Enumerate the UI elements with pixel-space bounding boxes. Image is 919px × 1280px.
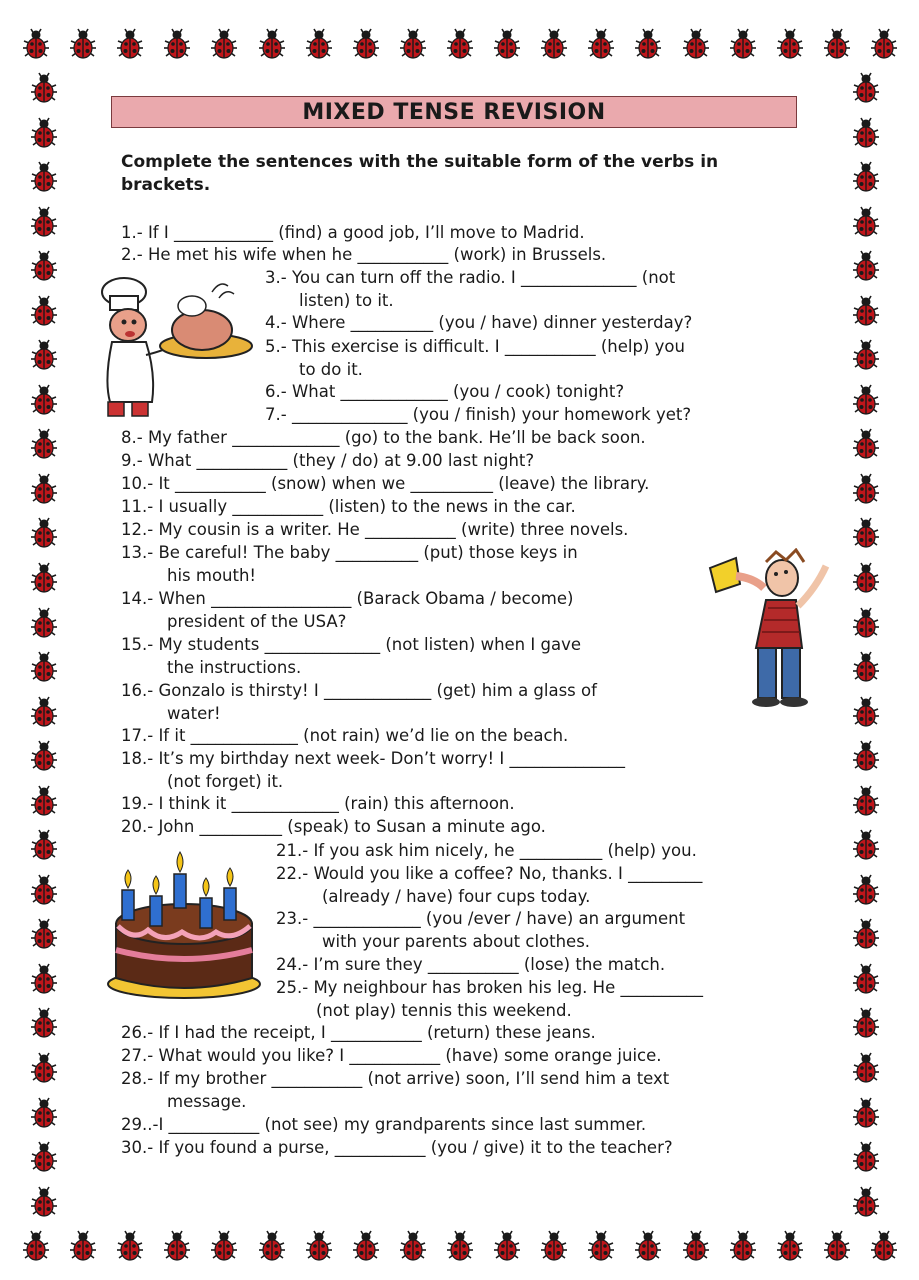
ladybug-icon — [254, 26, 290, 62]
exercise-3 — [265, 267, 675, 312]
ladybug-icon — [26, 1139, 62, 1175]
exercise-text: 4.- Where __________ (you / have) dinner yesterday? — [265, 313, 693, 332]
exercise-27 — [121, 1045, 662, 1068]
exercise-text: 3.- You can turn off the radio. I ______________ (not — [265, 268, 676, 287]
ladybug-icon — [26, 1050, 62, 1086]
exercise-text: 15.- My students ______________ (not listen) when I gave — [121, 635, 581, 654]
ladybug-icon — [848, 605, 884, 641]
exercise-4 — [265, 312, 692, 335]
ladybug-icon — [26, 783, 62, 819]
ladybug-icon — [848, 738, 884, 774]
exercise-text: 26.- If I had the receipt, I ___________ (return) these jeans. — [121, 1023, 596, 1042]
ladybug-icon — [26, 605, 62, 641]
exercise-text: 17.- If it _____________ (not rain) we’d lie on the beach. — [121, 726, 569, 745]
exercise-2 — [121, 244, 606, 267]
exercise-text-continued: water! — [167, 703, 221, 723]
ladybug-icon — [630, 1228, 666, 1264]
exercise-text-continued: president of the USA? — [167, 611, 347, 631]
exercise-8 — [121, 427, 646, 450]
exercise-text: 6.- What _____________ (you / cook) tonight? — [265, 382, 625, 401]
exercise-text: 21.- If you ask him nicely, he __________ (help) you. — [276, 841, 697, 860]
ladybug-icon — [26, 293, 62, 329]
exercise-7 — [265, 404, 691, 427]
ladybug-icon — [819, 1228, 855, 1264]
ladybug-icon — [26, 115, 62, 151]
exercise-text-continued: listen) to it. — [299, 290, 394, 310]
ladybug-icon — [159, 26, 195, 62]
exercise-text: 24.- I’m sure they ___________ (lose) the match. — [276, 955, 666, 974]
ladybug-icon — [26, 70, 62, 106]
ladybug-icon — [848, 70, 884, 106]
ladybug-icon — [442, 1228, 478, 1264]
ladybug-icon — [489, 1228, 525, 1264]
ladybug-icon — [112, 1228, 148, 1264]
ladybug-icon — [26, 560, 62, 596]
ladybug-icon — [848, 426, 884, 462]
chef-with-turkey-illustration — [94, 270, 254, 425]
ladybug-icon — [159, 1228, 195, 1264]
ladybug-icon — [26, 738, 62, 774]
ladybug-icon — [866, 1228, 902, 1264]
exercise-6 — [265, 381, 624, 404]
exercise-17 — [121, 725, 568, 748]
ladybug-icon — [678, 1228, 714, 1264]
ladybug-icon — [26, 1005, 62, 1041]
ladybug-icon — [848, 649, 884, 685]
exercise-text-continued: message. — [167, 1091, 247, 1111]
exercise-11 — [121, 496, 576, 519]
ladybug-icon — [26, 515, 62, 551]
ladybug-icon — [26, 159, 62, 195]
ladybug-icon — [26, 1095, 62, 1131]
exercise-text: 5.- This exercise is difficult. I ___________ (help) you — [265, 337, 685, 356]
ladybug-icon — [848, 694, 884, 730]
ladybug-icon — [848, 827, 884, 863]
ladybug-icon — [848, 471, 884, 507]
exercise-text: 27.- What would you like? I ___________ (have) some orange juice. — [121, 1046, 662, 1065]
ladybug-icon — [442, 26, 478, 62]
exercise-23 — [276, 908, 685, 953]
exercise-text-continued: (not forget) it. — [167, 771, 284, 791]
ladybug-icon — [26, 694, 62, 730]
exercise-30 — [121, 1137, 673, 1160]
ladybug-border-left — [26, 70, 62, 1220]
exercise-16 — [121, 680, 597, 725]
exercise-text-continued: to do it. — [299, 359, 363, 379]
ladybug-icon — [848, 1005, 884, 1041]
ladybug-icon — [395, 1228, 431, 1264]
exercise-text-continued: his mouth! — [167, 565, 257, 585]
birthday-cake-illustration — [104, 846, 264, 1002]
exercise-text: 16.- Gonzalo is thirsty! I _____________ (get) him a glass of — [121, 681, 597, 700]
ladybug-icon — [26, 872, 62, 908]
ladybug-icon — [26, 916, 62, 952]
ladybug-icon — [301, 26, 337, 62]
exercise-25 — [276, 977, 703, 1022]
exercise-text: 11.- I usually ___________ (listen) to the news in the car. — [121, 497, 576, 516]
exercise-text: 2.- He met his wife when he ___________ (work) in Brussels. — [121, 245, 607, 264]
exercise-text: 19.- I think it _____________ (rain) this afternoon. — [121, 794, 515, 813]
ladybug-icon — [848, 159, 884, 195]
exercise-text: 25.- My neighbour has broken his leg. He __________ — [276, 978, 703, 997]
ladybug-icon — [848, 293, 884, 329]
ladybug-icon — [848, 560, 884, 596]
ladybug-icon — [536, 26, 572, 62]
ladybug-icon — [301, 1228, 337, 1264]
exercise-26 — [121, 1022, 596, 1045]
exercise-19 — [121, 793, 515, 816]
ladybug-icon — [206, 1228, 242, 1264]
ladybug-icon — [848, 783, 884, 819]
title-banner — [111, 96, 797, 128]
exercise-text: 9.- What ___________ (they / do) at 9.00 last night? — [121, 451, 535, 470]
ladybug-icon — [848, 515, 884, 551]
exercise-29 — [121, 1114, 646, 1137]
ladybug-icon — [848, 337, 884, 373]
ladybug-icon — [848, 1050, 884, 1086]
instructions: Complete the sentences with the suitable form of the verbs in brackets. — [121, 152, 719, 195]
exercise-text: 30.- If you found a purse, ___________ (you / give) it to the teacher? — [121, 1138, 673, 1157]
ladybug-icon — [348, 26, 384, 62]
ladybug-icon — [65, 1228, 101, 1264]
ladybug-icon — [254, 1228, 290, 1264]
exercise-20 — [121, 816, 546, 839]
exercise-1 — [121, 222, 585, 245]
ladybug-icon — [26, 961, 62, 997]
exercise-14 — [121, 588, 573, 633]
exercise-text-continued: (already / have) four cups today. — [322, 886, 591, 906]
ladybug-icon — [65, 26, 101, 62]
ladybug-icon — [536, 1228, 572, 1264]
ladybug-icon — [583, 1228, 619, 1264]
ladybug-border-bottom — [18, 1228, 902, 1264]
exercise-28 — [121, 1068, 669, 1113]
exercise-text-continued: (not play) tennis this weekend. — [316, 1000, 572, 1020]
exercise-text: 20.- John __________ (speak) to Susan a minute ago. — [121, 817, 546, 836]
exercise-text: 14.- When _________________ (Barack Obama / become) — [121, 589, 574, 608]
ladybug-icon — [848, 872, 884, 908]
ladybug-icon — [630, 26, 666, 62]
exercise-text: 7.- ______________ (you / finish) your homework yet? — [265, 405, 692, 424]
exercise-13 — [121, 542, 578, 587]
ladybug-icon — [819, 26, 855, 62]
ladybug-icon — [26, 382, 62, 418]
ladybug-icon — [112, 26, 148, 62]
exercise-5 — [265, 336, 685, 381]
ladybug-icon — [26, 649, 62, 685]
exercise-text: 18.- It’s my birthday next week- Don’t worry! I ______________ — [121, 749, 625, 768]
exercise-text: 23.- _____________ (you /ever / have) an argument — [276, 909, 686, 928]
ladybug-border-right — [848, 70, 884, 1220]
exercise-21 — [276, 840, 697, 863]
ladybug-icon — [725, 1228, 761, 1264]
exercise-15 — [121, 634, 581, 679]
exercise-text: 29..-I ___________ (not see) my grandparents since last summer. — [121, 1115, 647, 1134]
ladybug-icon — [772, 1228, 808, 1264]
page-title: MIXED TENSE REVISION — [302, 99, 606, 125]
ladybug-icon — [18, 26, 54, 62]
ladybug-icon — [848, 382, 884, 418]
ladybug-icon — [26, 204, 62, 240]
ladybug-border-top — [18, 26, 902, 62]
exercise-text-continued: the instructions. — [167, 657, 302, 677]
ladybug-icon — [848, 1095, 884, 1131]
exercise-text: 13.- Be careful! The baby __________ (put) those keys in — [121, 543, 578, 562]
exercise-22 — [276, 863, 702, 908]
ladybug-icon — [772, 26, 808, 62]
ladybug-icon — [848, 248, 884, 284]
exercise-text: 10.- It ___________ (snow) when we __________ (leave) the library. — [121, 474, 650, 493]
ladybug-icon — [26, 248, 62, 284]
exercise-9 — [121, 450, 534, 473]
ladybug-icon — [18, 1228, 54, 1264]
exercise-24 — [276, 954, 665, 977]
ladybug-icon — [848, 115, 884, 151]
ladybug-icon — [583, 26, 619, 62]
ladybug-icon — [848, 204, 884, 240]
ladybug-icon — [489, 26, 525, 62]
ladybug-icon — [678, 26, 714, 62]
exercise-text: 8.- My father _____________ (go) to the bank. He’ll be back soon. — [121, 428, 646, 447]
ladybug-icon — [395, 26, 431, 62]
ladybug-icon — [866, 26, 902, 62]
exercise-text: 1.- If I ____________ (find) a good job, I’ll move to Madrid. — [121, 223, 585, 242]
exercise-12 — [121, 519, 628, 542]
ladybug-icon — [26, 426, 62, 462]
exercise-18 — [121, 748, 625, 793]
exercise-text-continued: with your parents about clothes. — [322, 931, 591, 951]
ladybug-icon — [848, 1184, 884, 1220]
exercise-text: 12.- My cousin is a writer. He ___________ (write) three novels. — [121, 520, 629, 539]
ladybug-icon — [848, 961, 884, 997]
exercise-text: 28.- If my brother ___________ (not arrive) soon, I’ll send him a text — [121, 1069, 670, 1088]
ladybug-icon — [206, 26, 242, 62]
man-drinking-illustration — [706, 548, 838, 713]
exercise-text: 22.- Would you like a coffee? No, thanks. I _________ — [276, 864, 703, 883]
ladybug-icon — [348, 1228, 384, 1264]
ladybug-icon — [26, 1184, 62, 1220]
exercise-10 — [121, 473, 649, 496]
ladybug-icon — [848, 916, 884, 952]
ladybug-icon — [725, 26, 761, 62]
ladybug-icon — [26, 827, 62, 863]
ladybug-icon — [26, 471, 62, 507]
ladybug-icon — [848, 1139, 884, 1175]
ladybug-icon — [26, 337, 62, 373]
